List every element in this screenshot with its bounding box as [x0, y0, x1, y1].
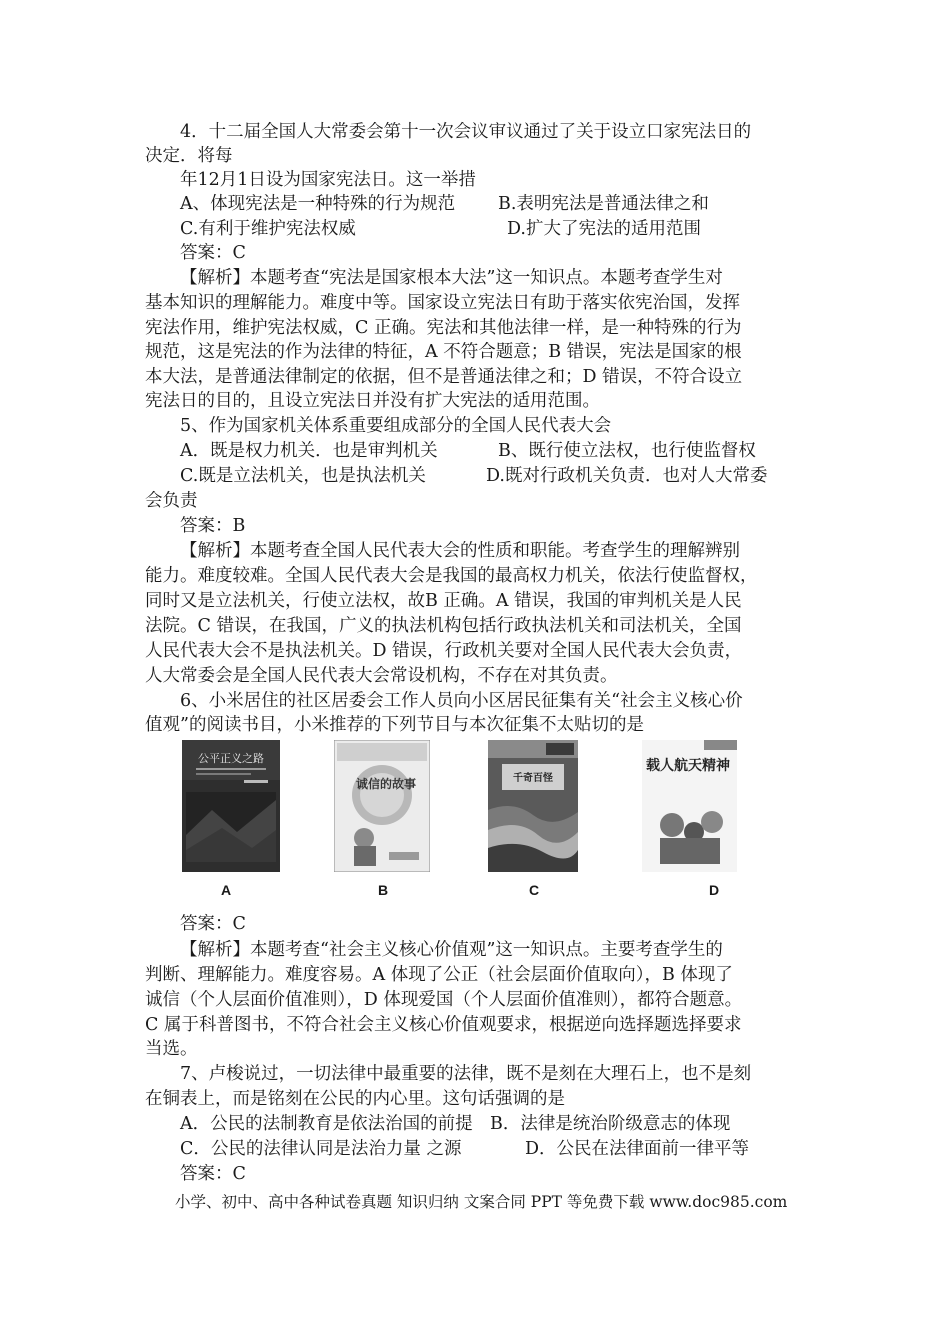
q6-explanation-line: 当选。	[145, 1039, 198, 1059]
q5-options-row-2	[180, 464, 845, 488]
q4-explanation-line: 规范，这是宪法的作为法律的特征，A 不符合题意；B 错误，宪法是国家的根	[145, 342, 742, 362]
q5-options-row-1	[180, 439, 845, 463]
q6-explanation-line: C 属于科普图书，不符合社会主义核心价值观要求，根据逆向选择题选择要求	[145, 1015, 742, 1035]
q5-answer: 答案：B	[180, 516, 246, 536]
q4-option-c: C.有利于维护宪法权威	[180, 219, 356, 239]
q5-stem: 5、作为国家机关体系重要组成部分的全国人民代表大会	[180, 416, 612, 436]
q7-option-b: B．法律是统治阶级意志的体现	[490, 1114, 731, 1134]
q5-explanation-line: 同时又是立法机关，行使立法权，故B 正确。A 错误，我国的审判机关是人民	[145, 591, 742, 611]
q5-option-d-cont: 会负责	[145, 491, 198, 511]
book-cover-d	[642, 740, 737, 872]
book-label-b: B	[377, 882, 389, 898]
q6-answer: 答案：C	[180, 914, 246, 934]
book-c-title: 千奇百怪	[513, 773, 553, 784]
q6-explanation-line: 诚信（个人层面价值准则），D 体现爱国（个人层面价值准则），都符合题意。	[145, 990, 743, 1010]
book-a-title: 公平正义之路	[198, 752, 264, 765]
q4-options-row-2	[180, 217, 845, 241]
book-d-title: 载人航天精神	[646, 758, 730, 774]
q6-stem-line-1: 6、小米居住的社区居委会工作人员向小区居民征集有关“社会主义核心价	[180, 691, 743, 711]
q4-explanation-line: 本大法，是普通法律制定的依据，但不是普通法律之和；D 错误，不符合设立	[145, 367, 743, 387]
book-b-title: 诚信的故事	[355, 777, 417, 791]
q5-option-a: A．既是权力机关．也是审判机关	[180, 441, 438, 461]
q7-stem-line-1: 7、卢梭说过，一切法律中最重要的法律，既不是刻在大理石上，也不是刻	[180, 1064, 752, 1084]
q5-option-b: B、既行使立法权，也行使监督权	[498, 441, 756, 461]
book-cover-a	[182, 740, 280, 872]
q7-option-c: C．公民的法律认同是法治力量 之源	[180, 1139, 462, 1159]
book-label-c: C	[528, 882, 540, 898]
q7-options-row-1	[180, 1112, 845, 1136]
q4-explanation-line: 宪法作用，维护宪法权威，C 正确。宪法和其他法律一样，是一种特殊的行为	[145, 318, 742, 338]
q5-explanation-line: 【解析】本题考查全国人民代表大会的性质和职能。考查学生的理解辨别	[180, 541, 740, 561]
q5-option-d: D.既对行政机关负责．也对人大常委	[486, 466, 768, 486]
q6-explanation-line: 【解析】本题考查“社会主义核心价值观”这一知识点。主要考查学生的	[180, 940, 723, 960]
book-cover-c	[488, 740, 578, 872]
book-cover-b	[334, 740, 430, 872]
book-label-a: A	[220, 882, 232, 898]
q7-option-d: D．公民在法律面前一律平等	[525, 1139, 750, 1159]
q6-explanation-line: 判断、理解能力。难度容易。A 体现了公正（社会层面价值取向），B 体现了	[145, 965, 733, 985]
q7-option-a: A．公民的法制教育是依法治国的前提	[180, 1114, 473, 1134]
q7-options-row-2	[180, 1137, 845, 1161]
page-footer: 小学、初中、高中各种试卷真题 知识归纳 文案合同 PPT 等免费下载 www.doc985.com	[175, 1193, 788, 1211]
book-covers-figure	[182, 740, 737, 905]
q4-explanation-line: 宪法日的目的，且设立宪法日并没有扩大宪法的适用范围。	[145, 391, 600, 411]
q4-option-b: B.表明宪法是普通法律之和	[498, 194, 709, 214]
q4-stem-line-2: 决定．将每	[145, 146, 233, 166]
q5-explanation-line: 人大常委会是全国人民代表大会常设机构，不存在对其负责。	[145, 666, 618, 686]
q4-option-d: D.扩大了宪法的适用范围	[507, 219, 701, 239]
q5-explanation-line: 法院。C 错误，在我国，广义的执法机构包括行政执法机关和司法机关，全国	[145, 616, 742, 636]
q7-stem-line-2: 在铜表上，而是铭刻在公民的内心里。这句话强调的是	[145, 1089, 565, 1109]
q4-stem-line-1: 4．十二届全国人大常委会第十一次会议审议通过了关于设立口家宪法日的	[180, 122, 752, 142]
q4-explanation-line: 基本知识的理解能力。难度中等。国家设立宪法日有助于落实依宪治国，发挥	[145, 293, 740, 313]
q4-answer: 答案：C	[180, 243, 246, 263]
q5-option-c: C.既是立法机关，也是执法机关	[180, 466, 426, 486]
q5-explanation-line: 人民代表大会不是执法机关。D 错误，行政机关要对全国人民代表大会负责，	[145, 641, 743, 661]
q4-explanation-line: 【解析】本题考查“宪法是国家根本大法”这一知识点。本题考查学生对	[180, 268, 723, 288]
q4-stem-line-3: 年12月1日设为国家宪法日。这一举措	[180, 170, 476, 190]
q4-options-row-1	[180, 192, 845, 216]
q6-stem-line-2: 值观”的阅读书目，小米推荐的下列节目与本次征集不太贴切的是	[145, 715, 644, 735]
q5-explanation-line: 能力。难度较难。全国人民代表大会是我国的最高权力机关，依法行使监督权，	[145, 566, 758, 586]
q7-answer: 答案：C	[180, 1164, 246, 1184]
book-label-d: D	[708, 882, 720, 898]
q4-option-a: A、体现宪法是一种特殊的行为规范	[180, 194, 456, 214]
